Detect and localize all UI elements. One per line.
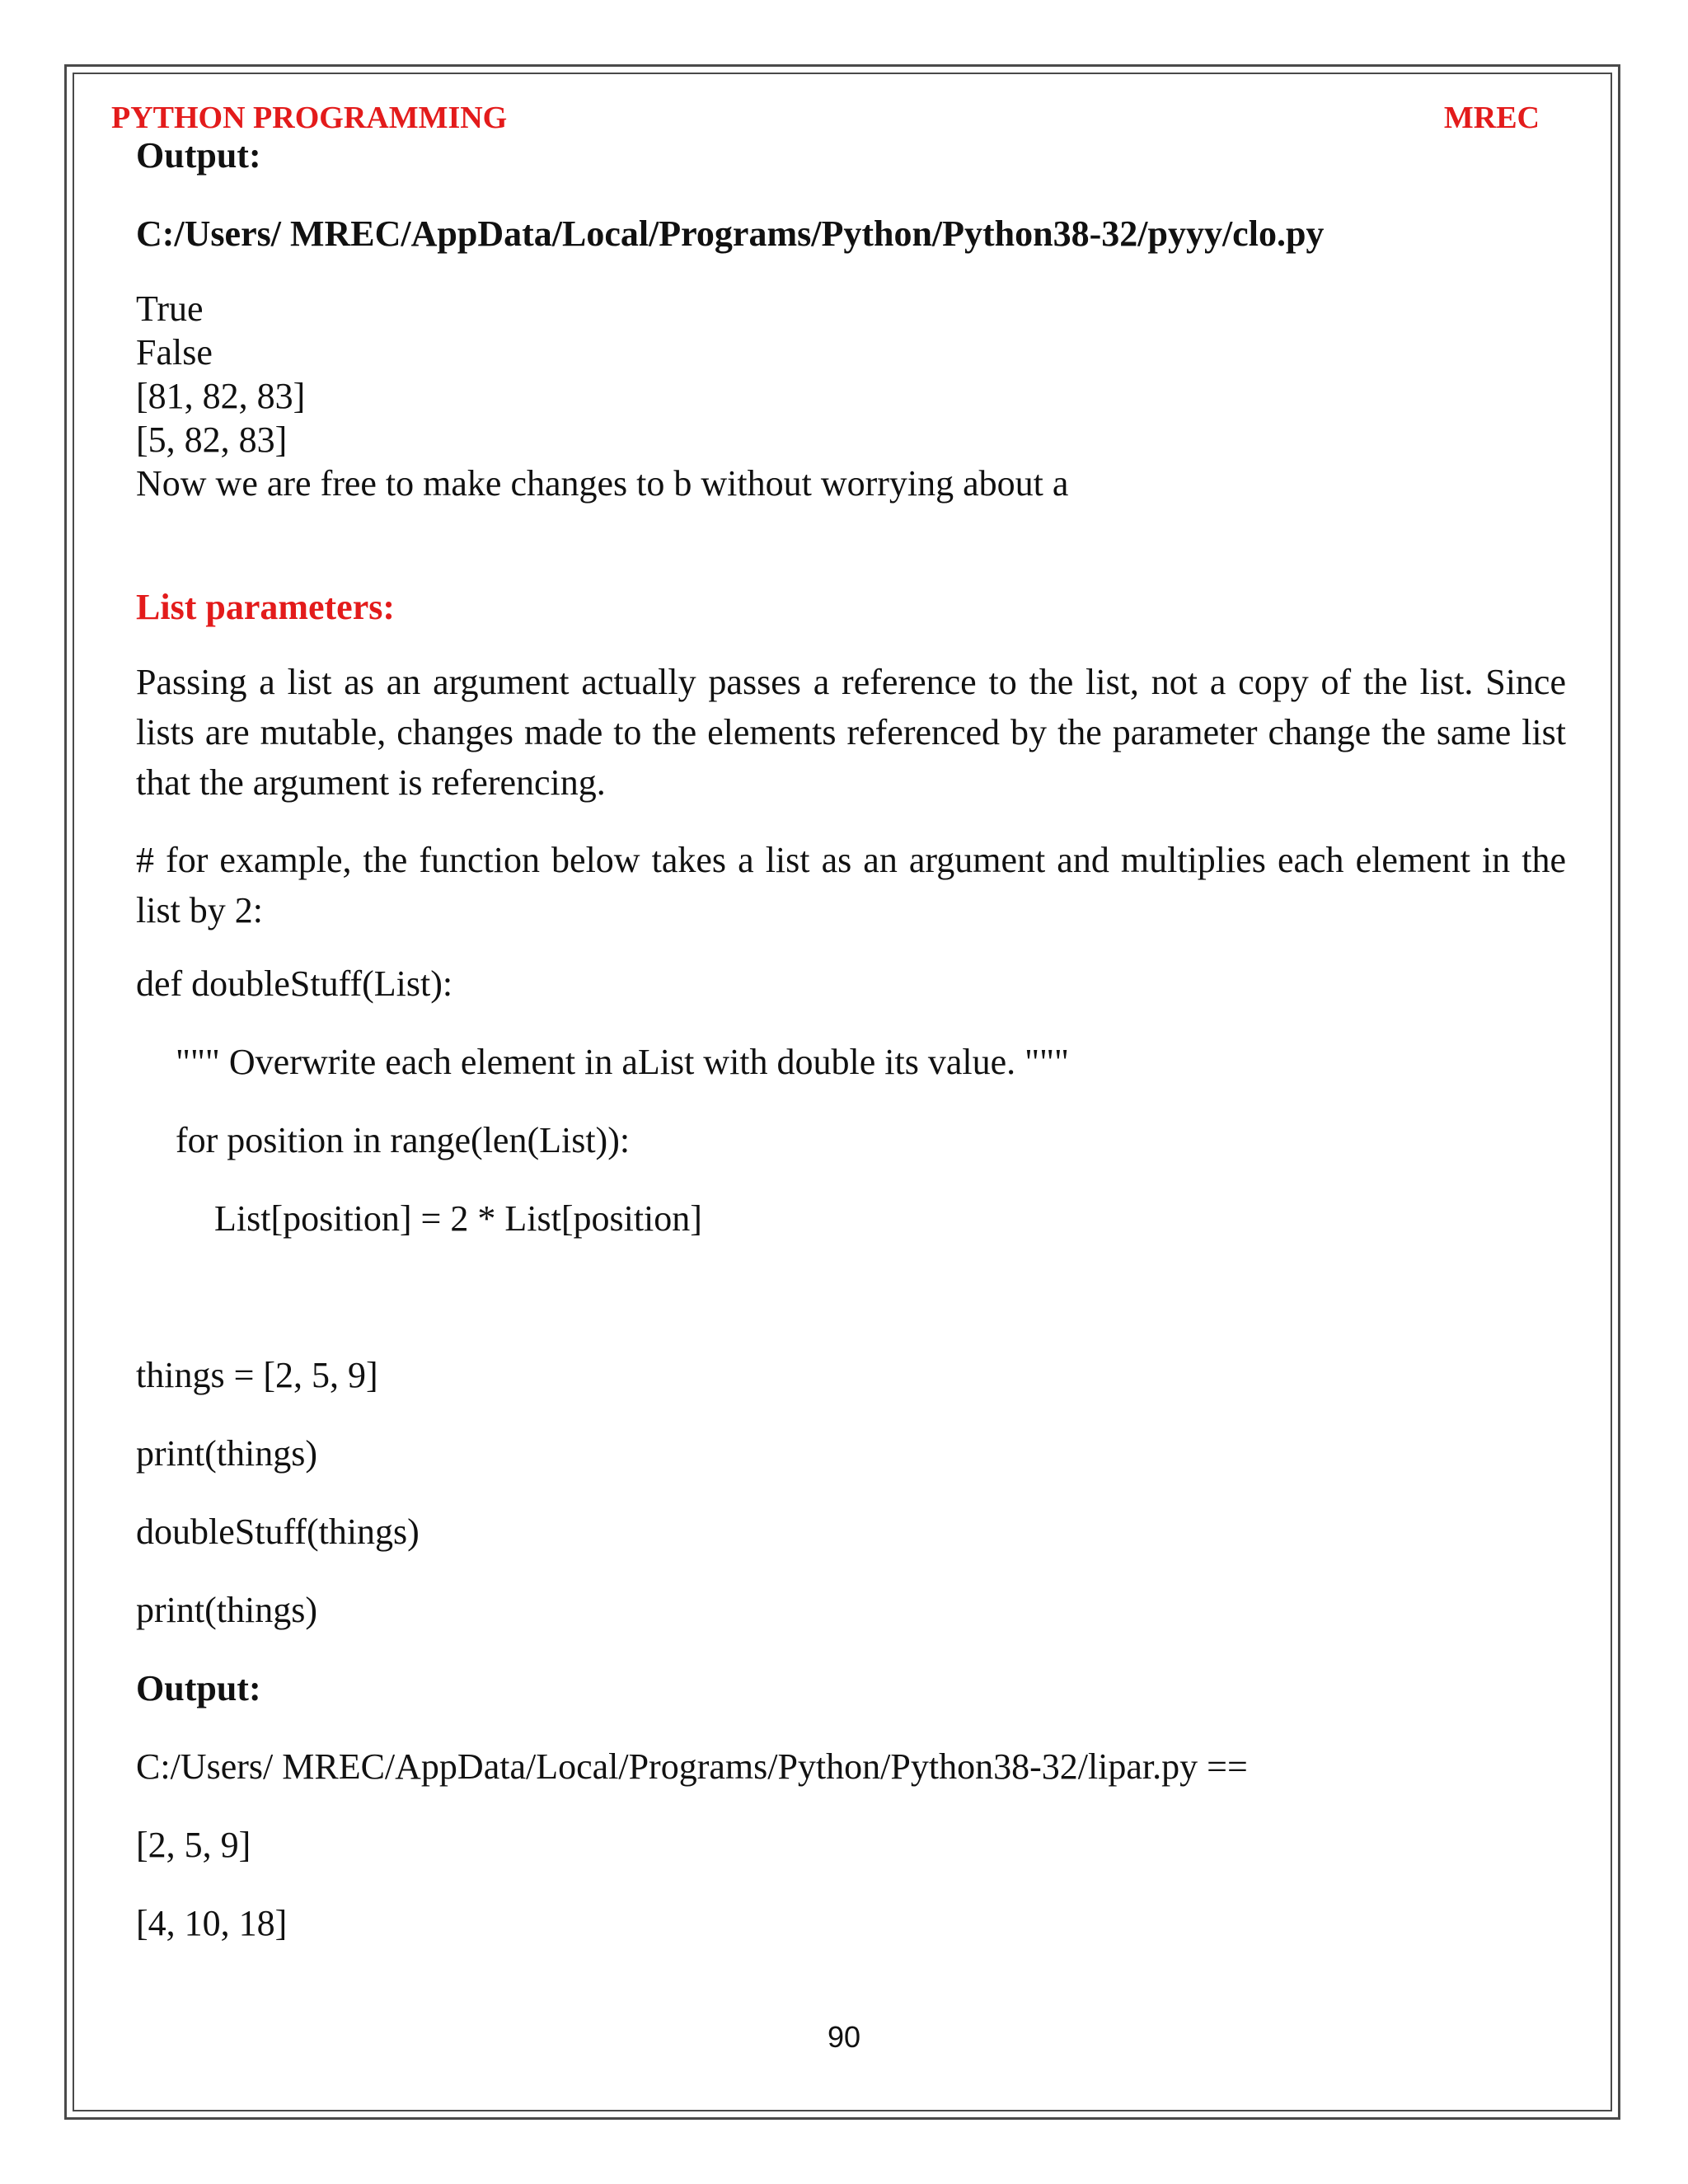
output-line: [81, 82, 83] xyxy=(136,376,306,416)
code-body-line: List[position] = 2 * List[position] xyxy=(214,1198,702,1239)
output-heading: Output: xyxy=(136,1668,261,1708)
section-title: List parameters: xyxy=(136,587,396,627)
output-path: C:/Users/ MREC/AppData/Local/Programs/Python/Python38-32/pyyy/clo.py xyxy=(136,213,1325,254)
output-line: [4, 10, 18] xyxy=(136,1903,288,1943)
output-line: [2, 5, 9] xyxy=(136,1825,251,1865)
output-line: [5, 82, 83] xyxy=(136,419,288,460)
page-content xyxy=(136,134,1566,1945)
code-print: print(things) xyxy=(136,1433,317,1474)
code-print: print(things) xyxy=(136,1590,317,1630)
output-line: False xyxy=(136,332,213,373)
code-def-line: def doubleStuff(List): xyxy=(136,963,453,1004)
section-paragraph: Passing a list as an argument actually passes a reference to the list, not a copy of the list. Since lists are mutable, changes made to the elements referenced by the parameter change the same list that the argument is referencing. xyxy=(136,662,1566,803)
code-for-line: for position in range(len(List)): xyxy=(176,1120,631,1160)
output-heading: Output: xyxy=(136,135,261,176)
output-line: True xyxy=(136,288,204,329)
output-path: C:/Users/ MREC/AppData/Local/Programs/Python/Python38-32/lipar.py == xyxy=(136,1746,1248,1787)
code-docstring: """ Overwrite each element in aList with double its value. """ xyxy=(176,1042,1070,1082)
header-title: PYTHON PROGRAMMING xyxy=(111,101,508,135)
output-lines xyxy=(136,287,1566,505)
code-call: doubleStuff(things) xyxy=(136,1511,420,1552)
code-things: things = [2, 5, 9] xyxy=(136,1355,378,1395)
header-institution: MREC xyxy=(1443,101,1540,135)
page-number: 90 xyxy=(827,2020,861,2054)
output-line: Now we are free to make changes to b without worrying about a xyxy=(136,463,1069,504)
section-comment: # for example, the function below takes a list as an argument and multiplies each element in the list by 2: xyxy=(136,840,1566,930)
